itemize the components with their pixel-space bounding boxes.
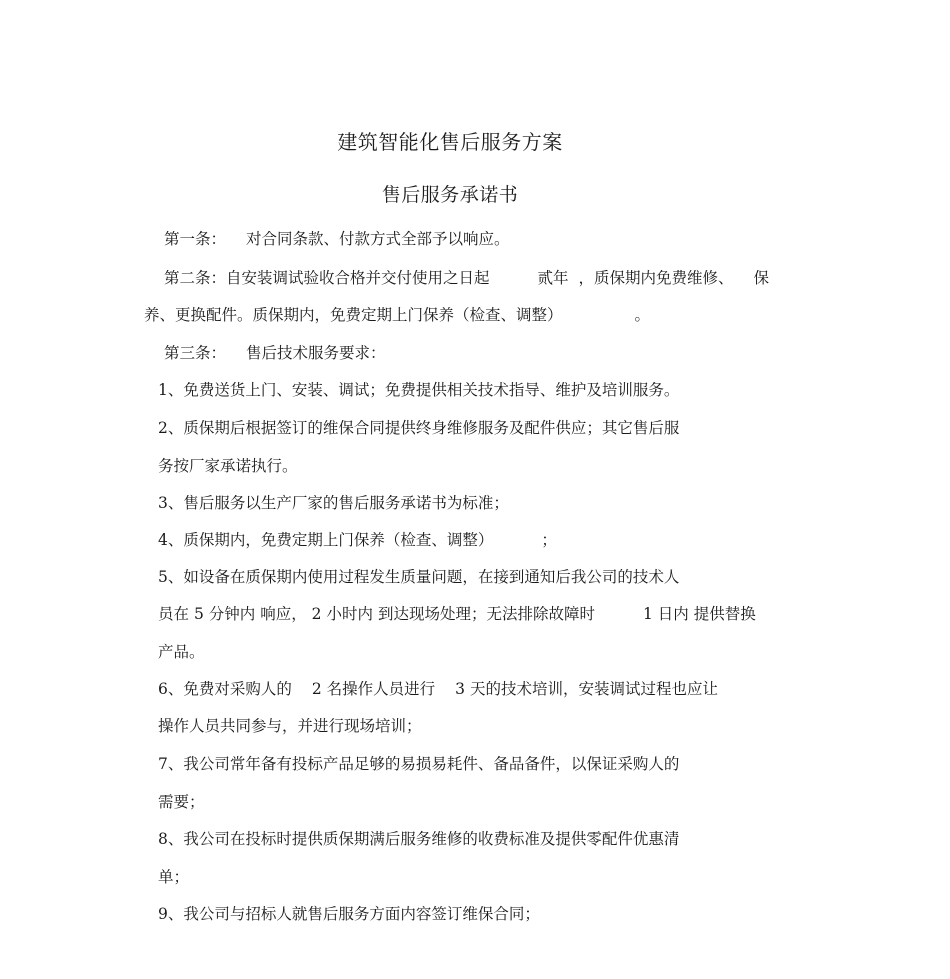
list-item-7-line-1: 7、我公司常年备有投标产品足够的易损易耗件、备品备件，以保证采购人的 (158, 755, 680, 773)
list-item-4-text: 4、质保期内，免费定期上门保养（检查、调整） (158, 531, 494, 549)
article-3-text: 售后技术服务要求： (246, 344, 386, 362)
article-2-part-2: ，质保期内免费维修、 (578, 269, 734, 287)
training-days: 3 天的技术培训，安装调试过程也应让 (455, 680, 718, 698)
list-item-3: 3、售后服务以生产厂家的售后服务承诺书为标准； (158, 494, 509, 512)
i5-text-c: 分钟内 (208, 605, 256, 623)
list-item-7-line-2: 需要； (158, 793, 205, 811)
i6-text-a: 6、免费对采购人的 (158, 680, 292, 698)
i5-text-d: 响应， (260, 605, 307, 623)
article-2-line-2-end: 。 (634, 306, 651, 324)
list-item-5-line-3: 产品。 (158, 643, 205, 661)
warranty-years: 贰年 (537, 269, 569, 287)
article-2-line-2 (144, 305, 650, 325)
i5-text-g: 到达现场处理；无法排除故障时 (377, 605, 595, 623)
list-item-6-line-2: 操作人员共同参与，并进行现场培训； (158, 717, 422, 735)
document-title: 建筑智能化售后服务方案 (337, 130, 563, 154)
list-item-4-end: ； (541, 531, 557, 549)
i5-text-i: 提供替换 (693, 605, 756, 623)
i5-text-a: 员在 (158, 605, 190, 623)
article-1-text: 对合同条款、付款方式全部予以响应。 (246, 230, 510, 248)
response-minutes: 5 (193, 605, 204, 623)
article-2-line-2-text: 养、更换配件。质保期内，免费定期上门保养（检查、调整） (144, 306, 563, 324)
list-item-5-line-2 (158, 604, 756, 624)
article-2-line-1 (164, 268, 769, 288)
list-item-2-line-1: 2、质保期后根据签订的维保合同提供终身维修服务及配件供应；其它售后服 (158, 419, 680, 437)
list-item-9: 9、我公司与招标人就售后服务方面内容签订维保合同； (158, 905, 540, 923)
article-2-part-3: 保 (753, 269, 770, 287)
arrival-hours: 2 (311, 605, 322, 623)
article-1 (164, 229, 510, 249)
list-item-6-line-1 (158, 679, 718, 699)
replacement-days: 1 日内 (642, 605, 689, 623)
document-subtitle: 售后服务承诺书 (381, 184, 519, 206)
article-3-label: 第三条： (164, 344, 227, 362)
article-1-label: 第一条： (164, 230, 227, 248)
i5-text-f: 小时内 (326, 605, 373, 623)
list-item-1: 1、免费送货上门、安装、调试；免费提供相关技术指导、维护及培训服务。 (158, 381, 680, 399)
article-2-part-1: 第二条：自安装调试验收合格并交付使用之日起 (164, 269, 490, 287)
list-item-2-line-2: 务按厂家承诺执行。 (158, 457, 298, 475)
list-item-8-line-1: 8、我公司在投标时提供质保期满后服务维修的收费标准及提供零配件优惠清 (158, 830, 680, 848)
trainee-count: 2 名操作人员进行 (311, 680, 436, 698)
list-item-4 (158, 530, 557, 550)
article-3 (164, 343, 386, 363)
list-item-5-line-1: 5、如设备在质保期内使用过程发生质量问题，在接到通知后我公司的技术人 (158, 568, 680, 586)
list-item-8-line-2: 单； (158, 868, 190, 886)
